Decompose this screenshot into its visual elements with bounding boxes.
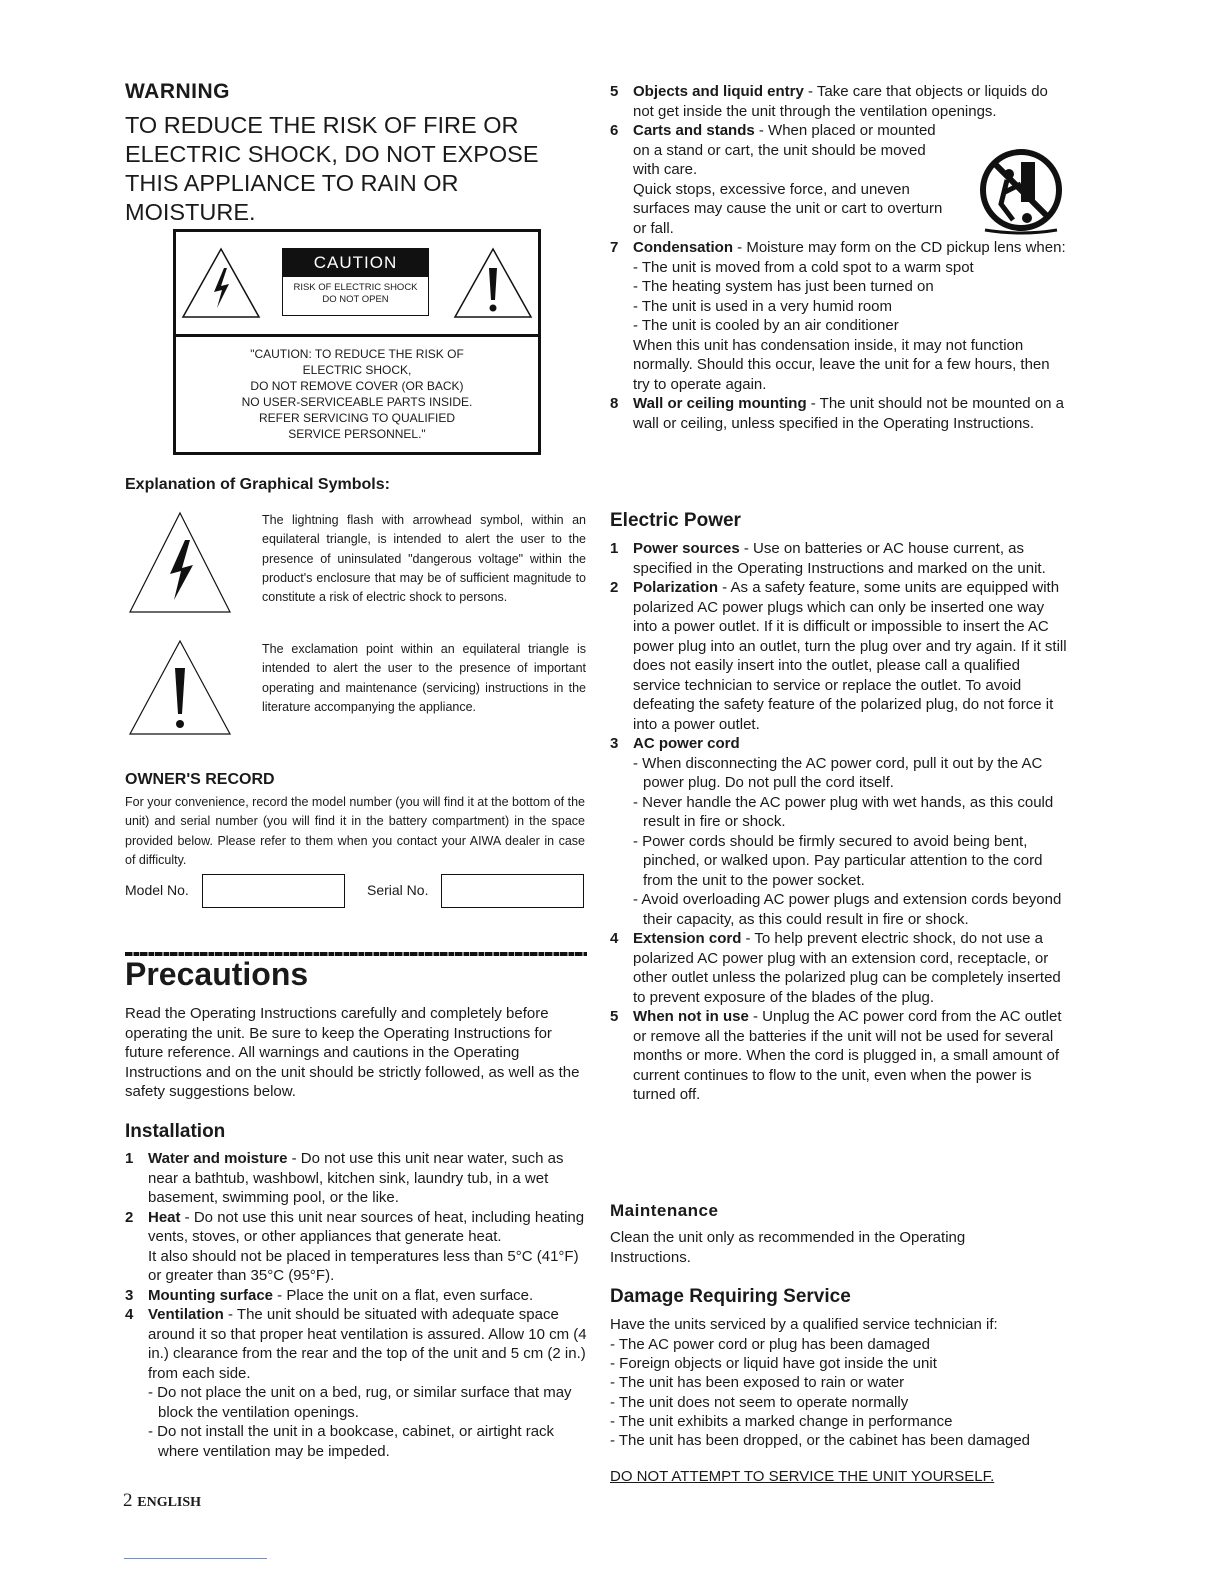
item-extra: When this unit has condensation inside, it may not function normally. Should this occur, leave the unit for a few hours, then try to operate again. xyxy=(633,336,1050,393)
item-sub: - Power cords should be firmly secured to avoid being bent, pinched, or walked upon. Pay particular attention to the cord from the unit to the power socket. xyxy=(633,832,1043,889)
item-sub: - The heating system has just been turned on xyxy=(633,278,934,295)
item-sub: - Do not place the unit on a bed, rug, or similar surface that may block the ventilation openings. xyxy=(148,1384,572,1421)
list-item xyxy=(610,734,1070,929)
list-item xyxy=(125,1208,587,1286)
item-text: - To help prevent electric shock, do not use a polarized AC power plug with an extension cord, receptacle, or other outlet unless the polarized plug can be completely inserted to prevent exposure of the blades of the plug. xyxy=(633,930,1061,1006)
list-item xyxy=(610,82,1070,121)
damage-intro: Have the units serviced by a qualified service technician if: xyxy=(610,1316,998,1333)
item-number: 1 xyxy=(610,540,619,557)
item-sub: - Do not install the unit in a bookcase, cabinet, or airtight rack where ventilation may be impeded. xyxy=(148,1423,555,1460)
caution-body-line: ELECTRIC SHOCK, xyxy=(302,363,412,377)
serial-label: Serial No. xyxy=(367,882,429,898)
exclamation-symbol-icon xyxy=(127,638,233,737)
caution-label-panel xyxy=(173,229,541,455)
list-item: - The unit has been exposed to rain or water xyxy=(610,1374,905,1392)
list-item xyxy=(610,578,1070,734)
item-text: - Unplug the AC power cord from the AC outlet or remove all the batteries if the unit will not be used for several months or more. When the cord is plugged in, a small amount of current continues to flow to the unit, even when the power is turned off. xyxy=(633,1008,1062,1103)
item-title: Polarization xyxy=(633,579,719,596)
item-title: Heat xyxy=(148,1208,181,1226)
list-item xyxy=(125,1149,587,1208)
caution-plate-title: CAUTION xyxy=(283,249,428,277)
list-item: - The unit exhibits a marked change in performance xyxy=(610,1412,953,1430)
warning-text: TO REDUCE THE RISK OF FIRE OR ELECTRIC SHOCK, DO NOT EXPOSE THIS APPLIANCE TO RAIN OR MOISTURE. xyxy=(125,112,539,225)
item-number: 4 xyxy=(610,930,619,947)
item-title: Wall or ceiling mounting xyxy=(633,395,807,412)
item-number: 6 xyxy=(610,122,619,139)
item-sub: - Never handle the AC power plug with wet hands, as this could result in fire or shock. xyxy=(633,793,1054,830)
item-text: - Do not use this unit near sources of heat, including heating vents, stoves, or other appliances that generate heat. xyxy=(148,1208,585,1245)
caution-body-line: "CAUTION: TO REDUCE THE RISK OF xyxy=(250,347,464,361)
page-number: 2 xyxy=(123,1490,133,1511)
damage-list xyxy=(610,1335,1050,1450)
electric-power-heading: Electric Power xyxy=(610,510,741,531)
list-item xyxy=(125,1305,587,1461)
lightning-explanation: The lightning flash with arrowhead symbol, within an equilateral triangle, is intended to alert the user to the presence of uninsulated "dangerous voltage" within the product's enclosure that may be of sufficient magnitude to constitute a risk of electric shock to persons. xyxy=(262,513,586,605)
item-title: When not in use xyxy=(633,1008,749,1025)
item-number: 3 xyxy=(610,735,619,752)
item-extra: It also should not be placed in temperatures less than 5°C (41°F) or greater than 35°C (95°F). xyxy=(148,1247,579,1284)
installation-list xyxy=(125,1149,587,1461)
item-text: - Do not use this unit near water, such as near a bathtub, washbowl, kitchen sink, laundry tub, in a wet basement, swimming pool, or the like. xyxy=(148,1150,564,1206)
item-text: - Take care that objects or liquids do not get inside the unit through the ventilation openings. xyxy=(633,83,1048,120)
caution-plate-sub-line: DO NOT OPEN xyxy=(322,294,389,305)
list-item xyxy=(610,1007,1070,1105)
item-number: 3 xyxy=(125,1286,134,1304)
item-text: - As a safety feature, some units are equipped with polarized AC power plugs which can only be inserted one way into a power outlet. If it is difficult or impossible to insert the AC power plug into an outlet, turn the plug over and try again. If it still does not easily insert into the outlet, please call a qualified service technician to service or replace the outlet. To avoid defeating the safety feature of the polarized plug, do not force it into a power outlet. xyxy=(633,579,1067,733)
lightning-symbol-icon xyxy=(127,510,233,615)
item-sub: - The unit is cooled by an air conditioner xyxy=(633,317,899,334)
list-item: - Foreign objects or liquid have got inside the unit xyxy=(610,1355,937,1373)
item-title: Mounting surface xyxy=(148,1286,274,1304)
electric-power-list xyxy=(610,539,1070,1105)
caution-plate xyxy=(282,248,429,316)
item-text: - Use on batteries or AC house current, as specified in the Operating Instructions and marked on the unit. xyxy=(633,540,1046,577)
footer-rule xyxy=(124,1558,267,1559)
item-title: Condensation xyxy=(633,239,733,256)
model-label: Model No. xyxy=(125,882,189,898)
item-text: - The unit should be situated with adequate space around it so that proper heat ventilation is assured. Allow 10 cm (4 in.) clearance from the rear and the top of the unit and 5 cm (2 in.) from each side. xyxy=(148,1306,587,1382)
list-item xyxy=(610,238,1070,394)
caution-body-line: SERVICE PERSONNEL." xyxy=(288,427,426,441)
footer-language: ENGLISH xyxy=(137,1495,202,1510)
installation-list-continued xyxy=(610,82,1070,433)
exclamation-explanation: The exclamation point within an equilateral triangle is intended to alert the user to the presence of important operating and maintenance (servicing) instructions in the literature accompanying the appliance. xyxy=(262,642,586,714)
item-title: Power sources xyxy=(633,540,740,557)
do-not-service-notice: DO NOT ATTEMPT TO SERVICE THE UNIT YOURSELF. xyxy=(610,1468,995,1485)
item-text: - Place the unit on a flat, even surface. xyxy=(273,1286,534,1304)
lightning-warning-icon xyxy=(180,246,262,320)
item-number: 5 xyxy=(610,1008,619,1025)
maintenance-text: Clean the unit only as recommended in the Operating Instructions. xyxy=(610,1229,966,1266)
item-number: 7 xyxy=(610,239,619,256)
list-item: - The AC power cord or plug has been damaged xyxy=(610,1336,930,1353)
item-number: 2 xyxy=(125,1208,134,1226)
symbols-heading: Explanation of Graphical Symbols: xyxy=(125,476,390,493)
item-title: Objects and liquid entry xyxy=(633,83,804,100)
list-item xyxy=(610,394,1070,433)
item-number: 1 xyxy=(125,1150,134,1167)
caution-body-line: REFER SERVICING TO QUALIFIED xyxy=(258,411,456,425)
item-text: - When placed or mounted on a stand or cart, the unit should be moved with care. xyxy=(633,122,936,178)
model-number-field[interactable] xyxy=(202,874,345,908)
list-item: - The unit has been dropped, or the cabinet has been damaged xyxy=(610,1432,1031,1450)
item-text: - The unit should not be mounted on a wall or ceiling, unless specified in the Operating Instructions. xyxy=(633,395,1065,432)
caution-body-line: NO USER-SERVICEABLE PARTS INSIDE. xyxy=(241,395,473,409)
damage-heading: Damage Requiring Service xyxy=(610,1286,851,1307)
item-number: 4 xyxy=(125,1306,134,1323)
maintenance-heading: Maintenance xyxy=(610,1201,719,1220)
item-number: 5 xyxy=(610,83,619,100)
caution-plate-sub xyxy=(283,282,428,306)
item-title: AC power cord xyxy=(633,735,740,752)
owners-record-text: For your convenience, record the model number (you will find it at the bottom of the unit) and serial number (you will find it in the battery compartment) in the space provided below. Please refer to them when you contact your AIWA dealer in case of difficulty. xyxy=(125,795,585,867)
caution-label-top xyxy=(176,232,538,337)
precautions-title: Precautions xyxy=(125,956,309,992)
item-title: Ventilation xyxy=(148,1306,224,1323)
caution-body-line: DO NOT REMOVE COVER (OR BACK) xyxy=(250,379,464,393)
caution-plate-sub-line: RISK OF ELECTRIC SHOCK xyxy=(293,282,418,293)
owners-record-heading: OWNER'S RECORD xyxy=(125,771,275,788)
exclamation-warning-icon xyxy=(452,246,534,320)
item-sub: - Avoid overloading AC power plugs and extension cords beyond their capacity, as this could result in fire or shock. xyxy=(633,891,1062,928)
item-number: 8 xyxy=(610,395,619,412)
item-title: Extension cord xyxy=(633,930,742,947)
item-number: 2 xyxy=(610,579,619,596)
list-item xyxy=(125,1286,587,1306)
serial-number-field[interactable] xyxy=(441,874,584,908)
item-title: Water and moisture xyxy=(148,1150,288,1167)
item-extra: Quick stops, excessive force, and uneven surfaces may cause the unit or cart to overturn or fall. xyxy=(633,180,943,237)
precautions-intro: Read the Operating Instructions carefully and completely before operating the unit. Be sure to keep the Operating Instructions for future reference. All warnings and cautions in the Operating Instructions and on the unit should be strictly followed, as well as the safety suggestions below. xyxy=(125,1005,580,1100)
caution-label-body xyxy=(176,346,538,442)
cart-warning-icon xyxy=(977,144,1065,240)
item-title: Carts and stands xyxy=(633,122,755,139)
item-text: - Moisture may form on the CD pickup lens when: xyxy=(733,239,1066,256)
item-sub: - The unit is used in a very humid room xyxy=(633,297,893,315)
installation-heading: Installation xyxy=(125,1121,226,1142)
page-footer xyxy=(123,1490,201,1512)
list-item: - The unit does not seem to operate normally xyxy=(610,1393,909,1411)
list-item xyxy=(610,929,1070,1007)
item-sub: - The unit is moved from a cold spot to a warm spot xyxy=(633,258,974,276)
list-item xyxy=(610,539,1070,578)
warning-title: WARNING xyxy=(125,80,230,103)
item-sub: - When disconnecting the AC power cord, pull it out by the AC power plug. Do not pull the cord itself. xyxy=(633,754,1043,791)
